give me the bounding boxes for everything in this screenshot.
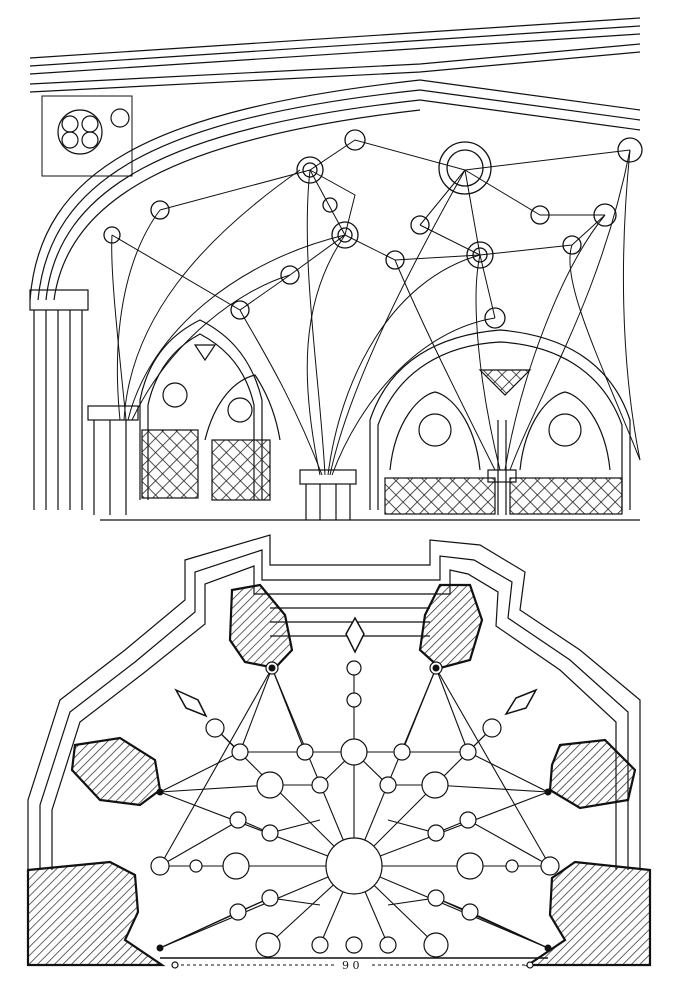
- cornice: [30, 18, 640, 92]
- carved-bosses: [104, 130, 642, 328]
- plan-outline: [28, 535, 640, 870]
- plan-bosses: [151, 661, 559, 957]
- quatrefoil-ornament: [42, 96, 132, 176]
- central-boss: [326, 838, 382, 894]
- left-column: [30, 290, 138, 515]
- wall-piers: [28, 585, 650, 965]
- plan-ribs: [160, 668, 550, 948]
- main-arch: [30, 80, 640, 300]
- plan-dimension-label: 9 0: [342, 959, 360, 972]
- vault-perspective: [30, 18, 642, 520]
- window-right: [370, 330, 630, 515]
- window-left: [140, 320, 280, 500]
- fan-ribs: [112, 140, 640, 475]
- vault-plan: [28, 535, 650, 968]
